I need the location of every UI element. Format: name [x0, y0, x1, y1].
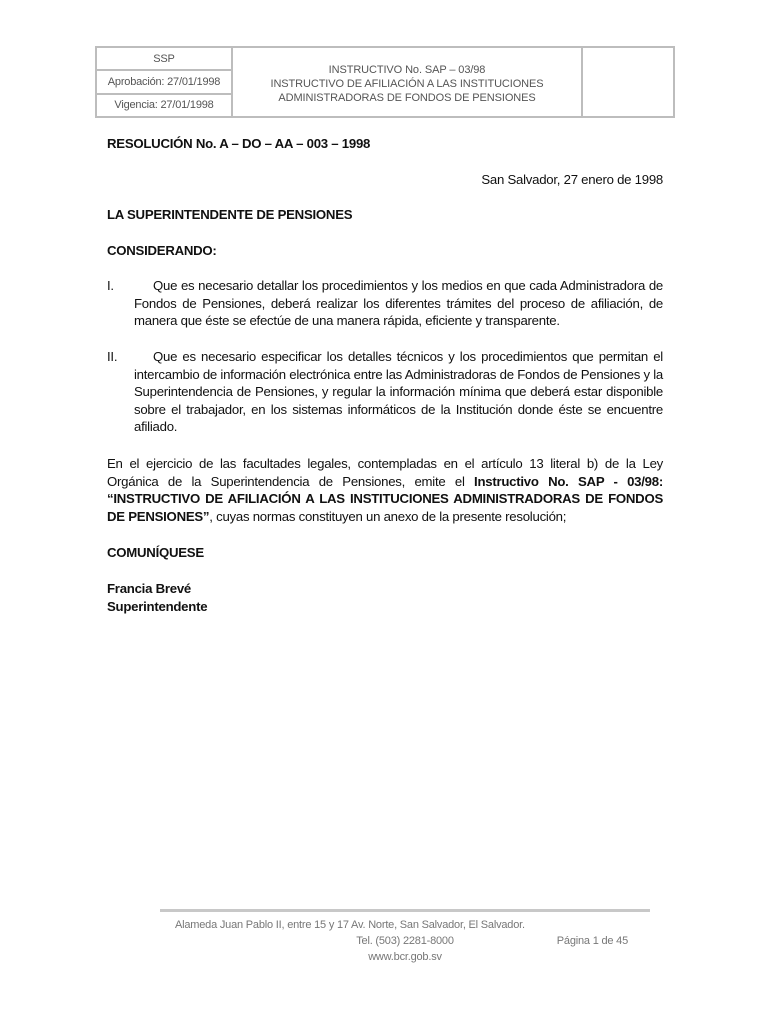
footer-divider [160, 909, 650, 912]
item-text: Que es necesario especificar los detalles técnicos y los procedimientos que permitan el intercambio de información electrónica entre las Administradoras de Fondos de Pensiones y la Superintendencia de Pensiones, y regular la información mínima que deberá estar disponible sobre el trabajador, en los sistemas informáticos de la Institución donde éste se encuentre afiliado. [134, 349, 663, 434]
header-org: SSP [97, 48, 231, 71]
header-title-line2: INSTRUCTIVO DE AFILIACIÓN A LAS INSTITUCIONES [270, 78, 544, 90]
footer-phone-row [160, 933, 650, 949]
footer-phone: Tel. (503) 2281-8000 [356, 935, 454, 947]
header-validity-date: Vigencia: 27/01/1998 [114, 99, 214, 112]
header-approval-date: Aprobación: 27/01/1998 [97, 71, 231, 94]
page-number: Página 1 de 45 [556, 935, 628, 947]
footer-address: Alameda Juan Pablo II, entre 15 y 17 Av. Norte, San Salvador, El Salvador. [175, 919, 525, 931]
header-logo-cell [583, 48, 673, 116]
place-date: San Salvador, 27 enero de 1998 [481, 172, 663, 187]
signer-title: Superintendente [107, 599, 208, 614]
page-footer [160, 917, 650, 965]
list-item [107, 277, 663, 330]
footer-website: www.bcr.gob.sv [368, 951, 442, 963]
header-title-line1: INSTRUCTIVO No. SAP – 03/98 [328, 64, 486, 76]
considerando-heading: CONSIDERANDO: [107, 243, 217, 258]
header-left-cells [97, 48, 233, 116]
closing-text-post: , cuyas normas constituyen un anexo de la presente resolución; [209, 508, 567, 524]
list-item [107, 348, 663, 436]
authority-heading: LA SUPERINTENDENTE DE PENSIONES [107, 207, 353, 222]
document-header-table [95, 46, 675, 118]
item-number: II. [107, 349, 118, 364]
header-title-line3: ADMINISTRADORAS DE FONDOS DE PENSIONES [278, 92, 536, 104]
signer-name: Francia Brevé [107, 581, 191, 596]
resolution-number: RESOLUCIÓN No. A – DO – AA – 003 – 1998 [107, 136, 371, 151]
item-number: I. [107, 278, 114, 293]
closing-text-pre: En el ejercicio de las facultades legales, contempladas en el artículo 13 literal b) de la Ley Orgánica de la Superintendencia de Pensiones, emite el [107, 456, 663, 489]
closing-text-bold: Instructivo No. SAP - 03/98: “INSTRUCTIVO DE AFILIACIÓN A LAS INSTITUCIONES ADMINISTRADORAS DE FONDOS DE PENSIONES” [107, 473, 663, 524]
comuniquese-heading: COMUNÍQUESE [107, 545, 204, 560]
item-text: Que es necesario detallar los procedimientos y los medios en que cada Administradora de Fondos de Pensiones, deberá realizar los diferentes trámites del proceso de afiliación, de manera que éste se efectúe de una manera rápida, eficiente y transparente. [134, 278, 663, 328]
closing-paragraph [107, 455, 663, 525]
header-title-cell [233, 48, 583, 116]
